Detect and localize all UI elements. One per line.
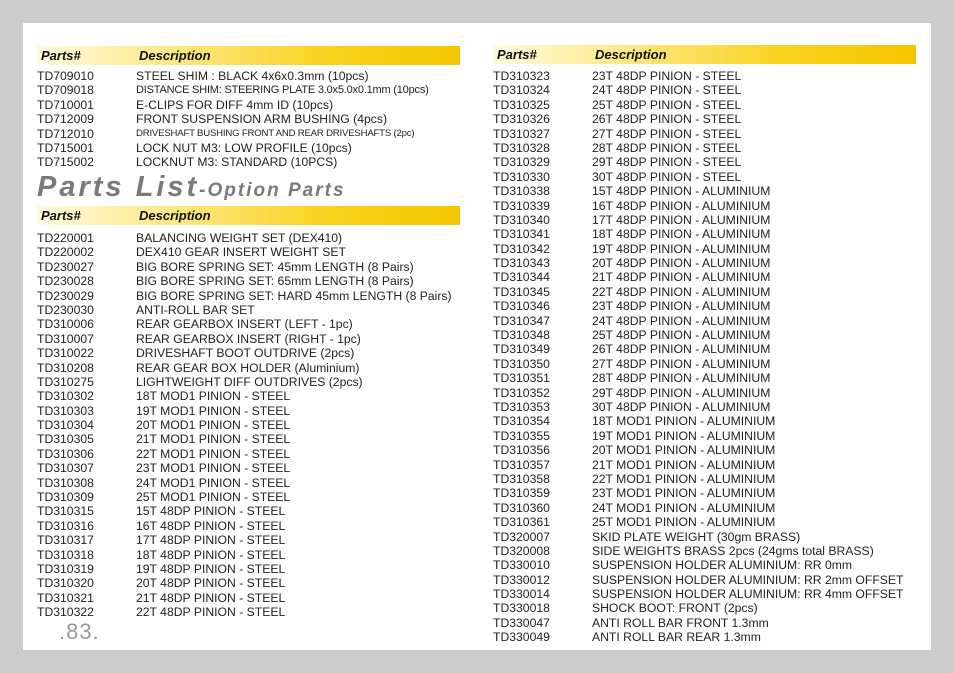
part-row [37, 245, 477, 259]
part-number: TD310319 [37, 561, 94, 576]
part-row [37, 155, 467, 169]
part-number: TD310308 [37, 475, 94, 490]
part-row [493, 213, 929, 227]
part-description: 23T 48DP PINION - ALUMINIUM [592, 299, 771, 314]
part-description: 19T MOD1 PINION - STEEL [136, 403, 291, 418]
part-row [493, 558, 929, 572]
page-number: .83. [59, 619, 100, 644]
part-number: TD310321 [37, 590, 94, 605]
part-description: 24T MOD1 PINION - STEEL [136, 475, 291, 490]
part-row [37, 83, 467, 97]
part-row [493, 530, 929, 544]
option-parts-header [37, 206, 460, 225]
part-number: TD310317 [37, 533, 94, 548]
part-number: TD310304 [37, 418, 94, 433]
part-number: TD712009 [37, 112, 94, 127]
title-main: Parts List [37, 171, 200, 203]
part-description: BIG BORE SPRING SET: 65mm LENGTH (8 Pairs) [136, 274, 414, 289]
part-row [37, 533, 477, 547]
part-description: STEEL SHIM : BLACK 4x6x0.3mm (10pcs) [136, 69, 369, 83]
part-description: 17T 48DP PINION - ALUMINIUM [592, 212, 771, 227]
part-row [493, 314, 929, 328]
part-description: 15T 48DP PINION - STEEL [136, 504, 286, 519]
top-list-header [37, 46, 460, 65]
part-row [493, 400, 929, 414]
part-number: TD310327 [493, 126, 550, 141]
part-row [493, 299, 929, 313]
part-number: TD310341 [493, 227, 550, 242]
part-description: 29T 48DP PINION - ALUMINIUM [592, 385, 771, 400]
part-number: TD230027 [37, 259, 94, 274]
part-number: TD310022 [37, 346, 94, 361]
part-number: TD310208 [37, 360, 94, 375]
part-description: LOCKNUT M3: STANDARD (10PCS) [136, 155, 338, 170]
part-description: 28T 48DP PINION - ALUMINIUM [592, 371, 771, 386]
part-row [37, 418, 477, 432]
part-row [37, 317, 477, 331]
part-number: TD709010 [37, 69, 94, 83]
part-number: TD310326 [493, 112, 550, 127]
part-description: 28T 48DP PINION - STEEL [592, 140, 742, 155]
part-number: TD310338 [493, 184, 550, 199]
part-description: 30T 48DP PINION - ALUMINIUM [592, 399, 771, 414]
part-number: TD310309 [37, 490, 94, 505]
part-description: LIGHTWEIGHT DIFF OUTDRIVES (2pcs) [136, 374, 363, 389]
part-number: TD310320 [37, 576, 94, 591]
part-description: ANTI ROLL BAR FRONT 1.3mm [592, 615, 769, 630]
right-list-header [493, 45, 916, 64]
part-number: TD330012 [493, 572, 550, 587]
part-description: SKID PLATE WEIGHT (30gm BRASS) [592, 529, 801, 544]
part-row [493, 155, 929, 169]
part-number: TD310323 [493, 69, 550, 83]
part-description: 20T 48DP PINION - ALUMINIUM [592, 256, 771, 271]
part-description: 18T 48DP PINION - ALUMINIUM [592, 227, 771, 242]
part-number: TD310344 [493, 270, 550, 285]
part-row [37, 346, 477, 360]
part-row [37, 461, 477, 475]
part-number: TD710001 [37, 97, 94, 112]
part-description: 15T 48DP PINION - ALUMINIUM [592, 184, 771, 199]
part-number: TD310360 [493, 500, 550, 515]
part-description: REAR GEAR BOX HOLDER (Aluminium) [136, 360, 360, 375]
part-number: TD320008 [493, 543, 550, 558]
part-row [37, 361, 477, 375]
part-row [493, 544, 929, 558]
part-number: TD310354 [493, 414, 550, 429]
part-row [493, 112, 929, 126]
part-row [37, 332, 477, 346]
part-row [493, 170, 929, 184]
part-description: 18T 48DP PINION - STEEL [136, 547, 286, 562]
part-number: TD310006 [37, 317, 94, 332]
part-row [493, 141, 929, 155]
part-description: 19T 48DP PINION - STEEL [136, 561, 286, 576]
part-description: REAR GEARBOX INSERT (RIGHT - 1pc) [136, 331, 361, 346]
part-row [37, 476, 477, 490]
part-number: TD310358 [493, 471, 550, 486]
part-number: TD310349 [493, 342, 550, 357]
part-row [493, 199, 929, 213]
part-number: TD330047 [493, 615, 550, 630]
description-column-header: Description [139, 208, 211, 223]
part-number: TD220002 [37, 245, 94, 260]
part-description: 23T MOD1 PINION - ALUMINIUM [592, 486, 776, 501]
part-description: BALANCING WEIGHT SET (DEX410) [136, 231, 343, 245]
part-description: 20T MOD1 PINION - ALUMINIUM [592, 443, 776, 458]
part-row [493, 83, 929, 97]
part-number: TD330014 [493, 587, 550, 602]
part-number: TD310275 [37, 374, 94, 389]
part-description: 21T 48DP PINION - ALUMINIUM [592, 270, 771, 285]
part-description: BIG BORE SPRING SET: 45mm LENGTH (8 Pairs) [136, 259, 414, 274]
part-row [37, 504, 477, 518]
part-row [493, 587, 929, 601]
part-row [493, 443, 929, 457]
part-description: 21T MOD1 PINION - STEEL [136, 432, 291, 447]
part-number: TD712010 [37, 126, 94, 141]
part-row [493, 386, 929, 400]
part-number: TD330018 [493, 601, 550, 616]
part-description: 24T 48DP PINION - ALUMINIUM [592, 313, 771, 328]
part-description: 23T MOD1 PINION - STEEL [136, 461, 291, 476]
part-row [37, 605, 477, 619]
part-row [37, 490, 477, 504]
part-description: 19T 48DP PINION - ALUMINIUM [592, 241, 771, 256]
part-number: TD310303 [37, 403, 94, 418]
part-description: FRONT SUSPENSION ARM BUSHING (4pcs) [136, 112, 388, 127]
part-number: TD310329 [493, 155, 550, 170]
part-row [493, 515, 929, 529]
part-number: TD310340 [493, 212, 550, 227]
part-number: TD320007 [493, 529, 550, 544]
part-description: E-CLIPS FOR DIFF 4mm ID (10pcs) [136, 97, 334, 112]
right-parts-list [493, 69, 929, 645]
part-row [493, 242, 929, 256]
part-number: TD310356 [493, 443, 550, 458]
part-row [37, 591, 477, 605]
part-row [37, 231, 477, 245]
part-description: SUSPENSION HOLDER ALUMINIUM: RR 2mm OFFSET [592, 572, 904, 587]
part-number: TD310324 [493, 83, 550, 98]
part-number: TD310355 [493, 428, 550, 443]
part-number: TD310345 [493, 284, 550, 299]
part-row [493, 227, 929, 241]
part-number: TD310339 [493, 198, 550, 213]
left-parts-list [37, 231, 477, 620]
part-number: TD310350 [493, 356, 550, 371]
part-row [493, 256, 929, 270]
part-number: TD310315 [37, 504, 94, 519]
part-description: 30T 48DP PINION - STEEL [592, 169, 742, 184]
part-number: TD230028 [37, 274, 94, 289]
part-description: ANTI-ROLL BAR SET [136, 302, 255, 317]
page-title [37, 171, 346, 204]
part-description: BIG BORE SPRING SET: HARD 45mm LENGTH (8 Pairs) [136, 288, 452, 303]
part-description: 21T 48DP PINION - STEEL [136, 590, 286, 605]
part-number: TD709018 [37, 83, 94, 98]
part-row [37, 98, 467, 112]
part-description: SIDE WEIGHTS BRASS 2pcs (24gms total BRASS) [592, 543, 874, 558]
part-row [37, 404, 477, 418]
part-number: TD310353 [493, 399, 550, 414]
part-number: TD330010 [493, 558, 550, 573]
description-column-header: Description [595, 47, 667, 62]
part-description: DRIVESHAFT BUSHING FRONT AND REAR DRIVESHAFTS (2pc) [136, 127, 415, 139]
part-row [493, 371, 929, 385]
part-row [37, 519, 477, 533]
part-description: 21T MOD1 PINION - ALUMINIUM [592, 457, 776, 472]
part-row [37, 389, 477, 403]
part-number: TD310322 [37, 605, 94, 620]
part-row [493, 601, 929, 615]
part-description: SUSPENSION HOLDER ALUMINIUM: RR 4mm OFFSET [592, 587, 904, 602]
part-description: SUSPENSION HOLDER ALUMINIUM: RR 0mm [592, 558, 853, 573]
part-row [37, 69, 467, 83]
part-row [493, 458, 929, 472]
part-description: 22T 48DP PINION - STEEL [136, 605, 286, 620]
part-row [493, 429, 929, 443]
part-number: TD310318 [37, 547, 94, 562]
part-description: DRIVESHAFT BOOT OUTDRIVE (2pcs) [136, 346, 355, 361]
part-number: TD230029 [37, 288, 94, 303]
part-number: TD715001 [37, 140, 94, 155]
top-parts-list [37, 69, 467, 170]
part-row [493, 285, 929, 299]
part-number: TD310346 [493, 299, 550, 314]
part-number: TD310305 [37, 432, 94, 447]
part-row [493, 342, 929, 356]
part-number: TD310359 [493, 486, 550, 501]
part-number: TD310361 [493, 515, 550, 530]
part-row [37, 289, 477, 303]
part-number: TD310328 [493, 140, 550, 155]
part-description: 22T MOD1 PINION - ALUMINIUM [592, 471, 776, 486]
part-description: 25T MOD1 PINION - STEEL [136, 490, 291, 505]
part-number: TD230030 [37, 302, 94, 317]
part-description: 25T MOD1 PINION - ALUMINIUM [592, 515, 776, 530]
part-number: TD310307 [37, 461, 94, 476]
catalog-page [23, 23, 931, 650]
part-row [493, 328, 929, 342]
part-number: TD310330 [493, 169, 550, 184]
part-row [37, 112, 467, 126]
part-row [493, 486, 929, 500]
part-number: TD310357 [493, 457, 550, 472]
part-row [37, 562, 477, 576]
part-row [493, 501, 929, 515]
part-description: 24T 48DP PINION - STEEL [592, 83, 742, 98]
part-row [37, 576, 477, 590]
part-description: 27T 48DP PINION - STEEL [592, 126, 742, 141]
part-number: TD310351 [493, 371, 550, 386]
part-row [37, 303, 477, 317]
part-row [493, 616, 929, 630]
part-description: 26T 48DP PINION - STEEL [592, 112, 742, 127]
part-row [37, 127, 467, 141]
part-number: TD310306 [37, 446, 94, 461]
part-row [493, 184, 929, 198]
part-number: TD310007 [37, 331, 94, 346]
part-row [37, 141, 467, 155]
part-number: TD310343 [493, 256, 550, 271]
part-description: 16T 48DP PINION - ALUMINIUM [592, 198, 771, 213]
part-row [37, 447, 477, 461]
part-description: 29T 48DP PINION - STEEL [592, 155, 742, 170]
part-row [493, 414, 929, 428]
part-number: TD310342 [493, 241, 550, 256]
part-row [493, 69, 929, 83]
description-column-header: Description [139, 48, 211, 63]
part-row [493, 573, 929, 587]
title-sub: -Option Parts [199, 180, 346, 201]
part-description: 20T MOD1 PINION - STEEL [136, 418, 291, 433]
part-description: SHOCK BOOT: FRONT (2pcs) [592, 601, 758, 616]
part-number: TD220001 [37, 231, 94, 245]
parts-column-header: Parts# [41, 208, 81, 223]
part-description: 26T 48DP PINION - ALUMINIUM [592, 342, 771, 357]
part-row [37, 375, 477, 389]
part-row [37, 274, 477, 288]
parts-column-header: Parts# [41, 48, 81, 63]
part-number: TD310316 [37, 518, 94, 533]
part-row [37, 260, 477, 274]
part-description: 25T 48DP PINION - ALUMINIUM [592, 328, 771, 343]
part-row [493, 270, 929, 284]
part-description: 17T 48DP PINION - STEEL [136, 533, 286, 548]
parts-column-header: Parts# [497, 47, 537, 62]
part-number: TD310352 [493, 385, 550, 400]
part-row [493, 98, 929, 112]
part-description: 22T 48DP PINION - ALUMINIUM [592, 284, 771, 299]
part-number: TD310302 [37, 389, 94, 404]
part-description: 19T MOD1 PINION - ALUMINIUM [592, 428, 776, 443]
part-description: DISTANCE SHIM: STEERING PLATE 3.0x5.0x0.1mm (10pcs) [136, 84, 429, 97]
part-description: 18T MOD1 PINION - ALUMINIUM [592, 414, 776, 429]
part-description: 18T MOD1 PINION - STEEL [136, 389, 291, 404]
part-description: LOCK NUT M3: LOW PROFILE (10pcs) [136, 140, 352, 155]
part-description: 25T 48DP PINION - STEEL [592, 97, 742, 112]
part-description: 22T MOD1 PINION - STEEL [136, 446, 291, 461]
part-description: ANTI ROLL BAR REAR 1.3mm [592, 630, 761, 645]
part-description: 27T 48DP PINION - ALUMINIUM [592, 356, 771, 371]
part-number: TD310348 [493, 328, 550, 343]
part-description: 24T MOD1 PINION - ALUMINIUM [592, 500, 776, 515]
part-row [493, 630, 929, 644]
part-description: 20T 48DP PINION - STEEL [136, 576, 286, 591]
part-number: TD330049 [493, 630, 550, 645]
part-row [493, 357, 929, 371]
part-row [37, 432, 477, 446]
part-row [493, 472, 929, 486]
part-description: 16T 48DP PINION - STEEL [136, 518, 286, 533]
part-description: 23T 48DP PINION - STEEL [592, 69, 742, 83]
part-number: TD310325 [493, 97, 550, 112]
part-description: REAR GEARBOX INSERT (LEFT - 1pc) [136, 317, 353, 332]
part-number: TD310347 [493, 313, 550, 328]
part-number: TD715002 [37, 155, 94, 170]
part-row [493, 127, 929, 141]
part-description: DEX410 GEAR INSERT WEIGHT SET [136, 245, 346, 260]
part-row [37, 548, 477, 562]
